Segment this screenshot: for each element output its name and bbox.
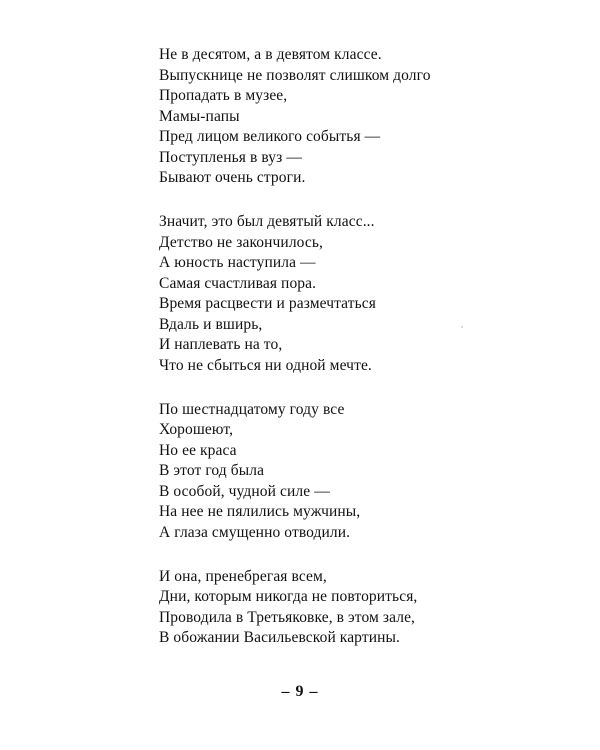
poem-line: В этот год была bbox=[159, 462, 265, 479]
poem-line: Бывают очень строги. bbox=[159, 169, 306, 186]
poem-line: И наплевать на то, bbox=[159, 336, 283, 353]
poem-line: Детство не закончилось, bbox=[159, 233, 324, 251]
poem-line: Дни, которым никогда не повториться, bbox=[159, 588, 418, 605]
stanza-3 bbox=[159, 400, 559, 544]
poem bbox=[159, 45, 559, 672]
page-number: – 9 – bbox=[281, 683, 319, 700]
poem-line: И она, пренебрегая всем, bbox=[159, 567, 327, 585]
stanza-2 bbox=[159, 212, 559, 376]
poem-line: В обожании Васильевской картины. bbox=[159, 629, 400, 646]
poem-line: Самая счастливая пора. bbox=[159, 274, 317, 292]
poem-line: Что не сбыться ни одной мечте. bbox=[159, 356, 372, 374]
poem-line: Не в десятом, а в девятом классе. bbox=[159, 46, 382, 63]
stanza-4 bbox=[159, 567, 559, 649]
poem-line: Выпускнице не позволят слишком долго bbox=[159, 66, 431, 84]
poem-line: А глаза смущенно отводили. bbox=[159, 523, 351, 541]
stanza-1 bbox=[159, 45, 559, 189]
poem-line: Поступленья в вуз — bbox=[159, 148, 302, 166]
poem-line: Время расцвести и размечтаться bbox=[159, 295, 376, 312]
poem-line: На нее не пялились мужчины, bbox=[159, 503, 361, 520]
poem-line: Пред лицом великого событья — bbox=[159, 128, 381, 145]
poem-line: Значит, это был девятый класс... bbox=[159, 213, 375, 230]
poem-line: Мамы-папы bbox=[159, 107, 240, 125]
poem-line: Хорошеют, bbox=[159, 421, 234, 438]
poem-line: По шестнадцатому году все bbox=[159, 400, 345, 418]
poem-line: А юность наступила — bbox=[159, 254, 316, 271]
poem-line: Вдаль и вширь, bbox=[159, 315, 263, 333]
poem-line: Но ее краса bbox=[159, 441, 237, 459]
poem-line: Пропадать в музее, bbox=[159, 87, 288, 104]
poem-line: Проводила в Третьяковке, в этом зале, bbox=[159, 608, 416, 626]
poem-line: В особой, чудной силе — bbox=[159, 482, 330, 500]
paper-speck bbox=[461, 326, 463, 328]
